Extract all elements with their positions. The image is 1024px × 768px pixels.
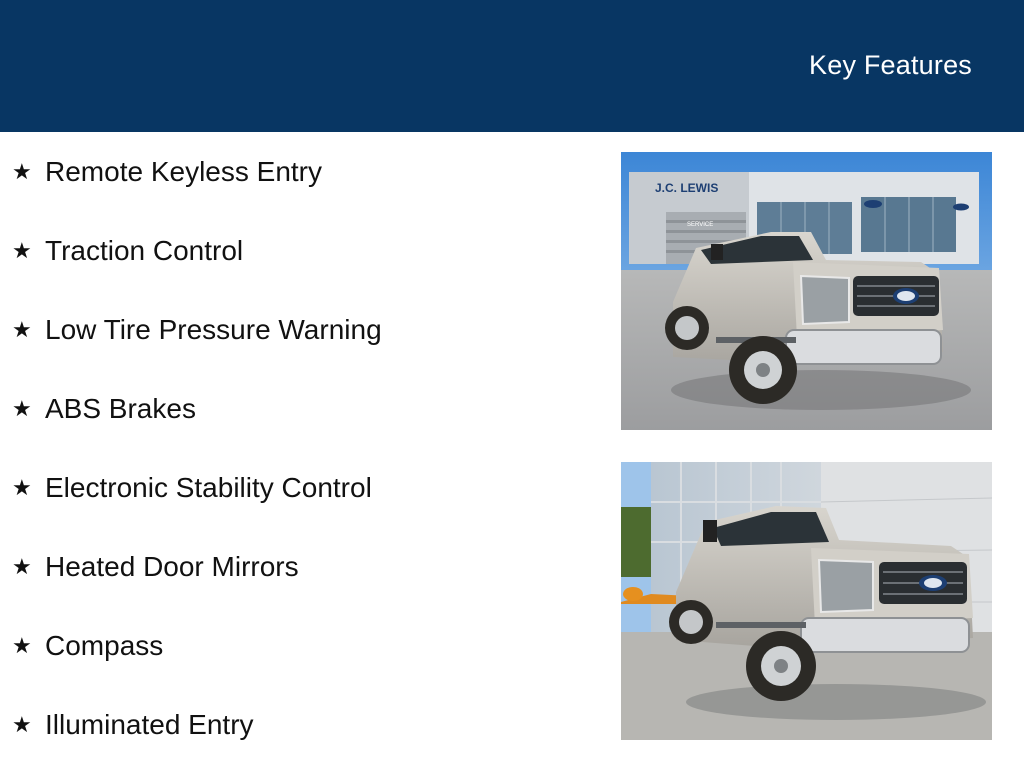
star-icon: ★ bbox=[12, 396, 32, 421]
feature-label: Remote Keyless Entry bbox=[45, 156, 322, 187]
header-banner bbox=[0, 0, 1024, 132]
page-title: Key Features bbox=[809, 50, 972, 80]
feature-label: Heated Door Mirrors bbox=[45, 551, 299, 582]
vehicle-photo-dealership bbox=[621, 152, 992, 430]
feature-label: Electronic Stability Control bbox=[45, 472, 372, 503]
feature-item bbox=[12, 389, 196, 429]
vehicle-photo-lot bbox=[621, 462, 992, 740]
feature-item bbox=[12, 231, 243, 271]
star-icon: ★ bbox=[12, 317, 32, 342]
ford-oval-icon bbox=[953, 204, 969, 211]
feature-label: Illuminated Entry bbox=[45, 709, 254, 740]
dealer-sign-text: J.C. LEWIS bbox=[655, 181, 719, 195]
feature-list bbox=[0, 132, 600, 768]
feature-item bbox=[12, 152, 322, 192]
star-icon: ★ bbox=[12, 633, 32, 658]
star-icon: ★ bbox=[12, 238, 32, 263]
feature-item bbox=[12, 705, 254, 745]
feature-label: Low Tire Pressure Warning bbox=[45, 314, 382, 345]
feature-label: Traction Control bbox=[45, 235, 244, 266]
star-icon: ★ bbox=[12, 159, 32, 184]
feature-item bbox=[12, 310, 382, 350]
feature-label: ABS Brakes bbox=[45, 393, 196, 424]
ford-oval-icon bbox=[864, 200, 882, 208]
star-icon: ★ bbox=[12, 712, 32, 737]
star-icon: ★ bbox=[12, 554, 32, 579]
feature-item bbox=[12, 626, 163, 666]
star-icon: ★ bbox=[12, 475, 32, 500]
feature-item bbox=[12, 468, 372, 508]
service-sign-text: SERVICE bbox=[687, 222, 714, 228]
feature-label: Compass bbox=[45, 630, 164, 661]
feature-item bbox=[12, 547, 299, 587]
